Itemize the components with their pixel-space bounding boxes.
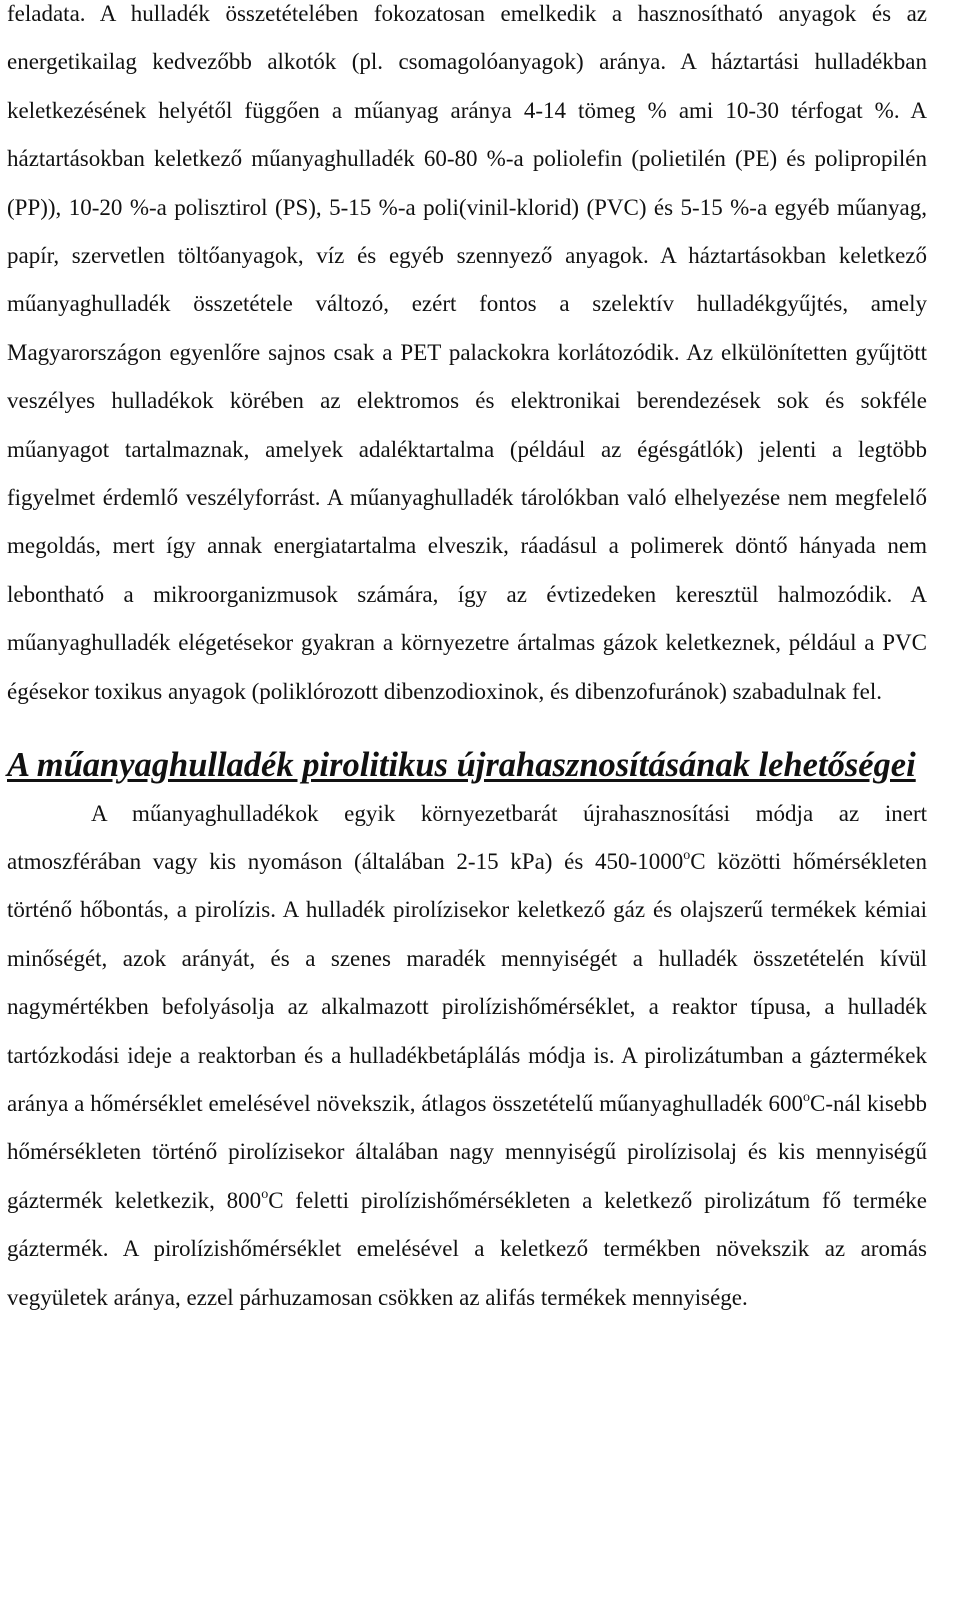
document-page <box>7 0 927 1620</box>
degree-superscript: o <box>261 1186 269 1202</box>
text-run: C-nál kisebb hőmérsékleten történő pirolízisekor általában nagy mennyiségű pirolízisolaj és kis mennyiségű gáztermék keletkezik, 800 <box>7 1090 927 1213</box>
body-paragraph-pyrolysis <box>7 790 927 1322</box>
text-run: A műanyaghulladékok egyik környezetbarát újrahasznosítási módja az inert atmoszférában vagy kis nyomáson (általában 2-15 kPa) és 450-1000 <box>7 800 927 874</box>
body-paragraph-waste-composition: feladata. A hulladék összetételében fokozatosan emelkedik a hasznosítható anyagok és az energetikailag kedvezőbb alkotók (pl. csomagolóanyagok) aránya. A háztartási hulladékban keletkezésének helyétől függően a műanyag aránya 4-14 tömeg % ami 10-30 térfogat %. A háztartásokban keletkező műanyaghulladék 60-80 %-a poliolefin (polietilén (PE) és polipropilén (PP)), 10-20 %-a polisztirol (PS), 5-15 %-a poli(vinil-klorid) (PVC) és 5-15 %-a egyéb műanyag, papír, szervetlen töltőanyagok, víz és egyéb szennyező anyagok. A háztartásokban keletkező műanyaghulladék összetétele változó, ezért fontos a szelektív hulladékgyűjtés, amely Magyarországon egyenlőre sajnos csak a PET palackokra korlátozódik. Az elkülönítetten gyűjtött veszélyes hulladékok körében az elektromos és elektronikai berendezések sok és sokféle műanyagot tartalmaznak, amelyek adaléktartalma (például az égésgátlók) jelenti a legtöbb figyelmet érdemlő veszélyforrást. A műanyaghulladék tárolókban való elhelyezése nem megfelelő megoldás, mert így annak energiatartalma elveszik, ráadásul a polimerek döntő hányada nem lebontható a mikroorganizmusok számára, így az évtizedeken keresztül halmozódik. A műanyaghulladék elégetésekor gyakran a környezetre ártalmas gázok keletkeznek, például a PVC égésekor toxikus anyagok (poliklórozott dibenzodioxinok, és dibenzofuránok) szabadulnak fel. <box>7 1 927 704</box>
section-heading: A műanyaghulladék pirolitikus újrahasznosításának lehetőségei <box>7 746 916 785</box>
degree-superscript: o <box>802 1089 810 1105</box>
text-run: C közötti hőmérsékleten történő hőbontás, a pirolízis. A hulladék pirolízisekor keletkező gáz és olajszerű termékek kémiai minőségét, azok arányát, és a szenes maradék mennyiségét a hulladék összetételén kívül nagymértékben befolyásolja az alkalmazott pirolízishőmérséklet, a reaktor típusa, a hulladék tartózkodási ideje a reaktorban és a hulladékbetáplálás módja is. A pirolizátumban a gáztermékek aránya a hőmérséklet emelésével növekszik, átlagos összetételű műanyaghulladék 600 <box>7 848 927 1116</box>
text-run: C feletti pirolízishőmérsékleten a keletkező pirolizátum fő terméke gáztermék. A pirolízishőmérséklet emelésével a keletkező termékben növekszik az aromás vegyületek aránya, ezzel párhuzamosan csökken az alifás termékek mennyisége. <box>7 1187 928 1310</box>
degree-superscript: o <box>683 847 691 863</box>
